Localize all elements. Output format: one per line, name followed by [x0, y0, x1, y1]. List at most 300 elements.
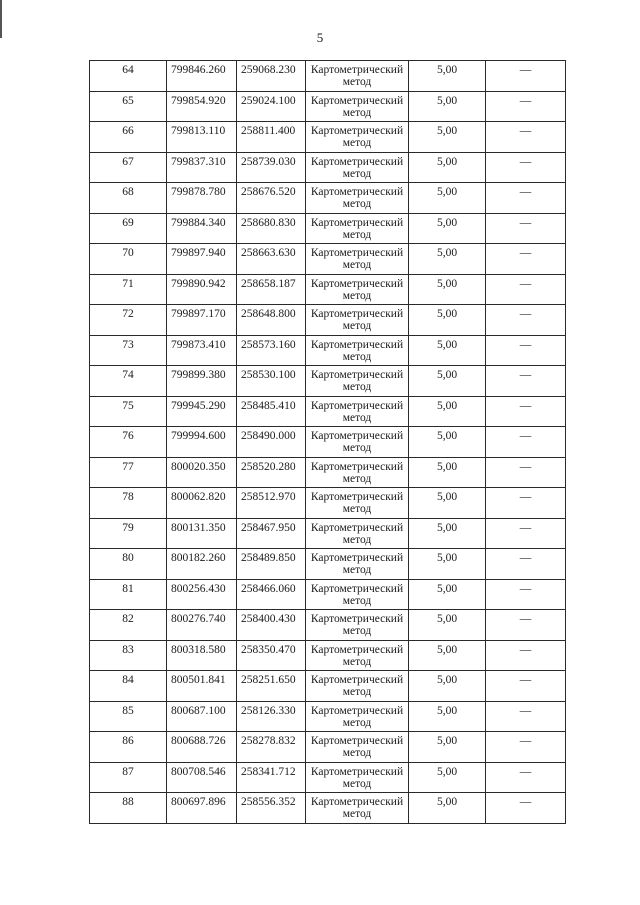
- y-coordinate-cell: [237, 640, 306, 671]
- y-coordinate-cell: [237, 213, 306, 244]
- table-row: [90, 671, 566, 702]
- description-value: —: [519, 674, 532, 686]
- accuracy-value: 5,00: [436, 613, 458, 625]
- point-number-cell: [90, 671, 167, 702]
- x-coordinate: 799897.170: [171, 308, 226, 320]
- point-number-cell: [90, 213, 167, 244]
- accuracy-cell: [409, 793, 486, 824]
- description-cell: [486, 122, 566, 153]
- point-number-cell: [90, 152, 167, 183]
- y-coordinate-cell: [237, 488, 306, 519]
- accuracy-cell: [409, 122, 486, 153]
- method-cell: [306, 732, 409, 763]
- point-number: 78: [122, 491, 134, 503]
- y-coordinate-cell: [237, 244, 306, 275]
- y-coordinate-cell: [237, 671, 306, 702]
- point-number: 84: [122, 674, 134, 686]
- description-cell: [486, 640, 566, 671]
- description-value: —: [519, 582, 532, 595]
- x-coordinate: 799884.340: [171, 216, 226, 229]
- accuracy-value: 5,00: [436, 735, 458, 747]
- description-value: —: [519, 308, 532, 320]
- description-cell: [486, 488, 566, 519]
- table-row: [90, 488, 566, 519]
- method-line-2: метод: [342, 137, 372, 149]
- description-value: —: [519, 491, 532, 503]
- point-number-cell: [90, 335, 167, 366]
- table-row: [90, 244, 566, 275]
- method-line-1: Картометрический: [310, 94, 404, 107]
- description-cell: [486, 305, 566, 336]
- x-coordinate-cell: [167, 762, 237, 793]
- point-number: 88: [122, 796, 134, 808]
- point-number-cell: [90, 579, 167, 610]
- point-number: 79: [122, 521, 134, 534]
- method-line-2: метод: [342, 228, 372, 241]
- x-coordinate: 800688.726: [171, 735, 226, 747]
- point-number: 68: [122, 186, 134, 198]
- y-coordinate: 258573.160: [241, 338, 296, 351]
- point-number: 74: [122, 369, 134, 381]
- accuracy-cell: [409, 366, 486, 397]
- method-line-2: метод: [342, 686, 372, 698]
- accuracy-value: 5,00: [436, 796, 458, 808]
- y-coordinate-cell: [237, 762, 306, 793]
- method-line-1: Картометрический: [310, 460, 404, 473]
- point-number: 70: [122, 247, 134, 259]
- accuracy-cell: [409, 305, 486, 336]
- y-coordinate: 258739.030: [241, 155, 296, 168]
- accuracy-value: 5,00: [436, 94, 458, 107]
- method-line-2: метод: [342, 411, 372, 424]
- y-coordinate: 258251.650: [241, 674, 296, 686]
- description-cell: [486, 244, 566, 275]
- method-line-2: метод: [342, 350, 372, 363]
- method-cell: [306, 305, 409, 336]
- table-row: [90, 274, 566, 305]
- point-number: 65: [122, 94, 134, 107]
- point-number-cell: [90, 488, 167, 519]
- y-coordinate-cell: [237, 152, 306, 183]
- point-number: 71: [122, 277, 134, 290]
- method-line-1: Картометрический: [310, 704, 404, 717]
- description-value: —: [519, 460, 532, 473]
- y-coordinate: 258811.400: [241, 125, 296, 137]
- method-line-1: Картометрический: [310, 247, 404, 259]
- table-row: [90, 183, 566, 214]
- point-number-cell: [90, 518, 167, 549]
- point-number-cell: [90, 762, 167, 793]
- method-cell: [306, 671, 409, 702]
- point-number: 85: [122, 704, 134, 717]
- table-row: [90, 457, 566, 488]
- table-row: [90, 122, 566, 153]
- method-line-2: метод: [342, 625, 372, 637]
- description-value: —: [519, 613, 532, 625]
- x-coordinate-cell: [167, 396, 237, 427]
- method-line-1: Картометрический: [310, 277, 404, 290]
- accuracy-value: 5,00: [436, 308, 458, 320]
- accuracy-value: 5,00: [436, 216, 458, 229]
- y-coordinate-cell: [237, 274, 306, 305]
- description-value: —: [519, 338, 532, 351]
- point-number-cell: [90, 91, 167, 122]
- method-line-2: метод: [342, 320, 372, 332]
- accuracy-cell: [409, 671, 486, 702]
- method-cell: [306, 701, 409, 732]
- method-line-1: Картометрический: [310, 491, 404, 503]
- method-line-1: Картометрический: [310, 613, 404, 625]
- accuracy-cell: [409, 335, 486, 366]
- accuracy-cell: [409, 427, 486, 458]
- y-coordinate: 258520.280: [241, 460, 296, 473]
- y-coordinate: 258466.060: [241, 582, 296, 595]
- accuracy-value: 5,00: [436, 338, 458, 351]
- y-coordinate: 258489.850: [241, 552, 296, 564]
- method-line-2: метод: [342, 808, 372, 820]
- description-value: —: [519, 430, 532, 442]
- y-coordinate-cell: [237, 701, 306, 732]
- accuracy-value: 5,00: [436, 552, 458, 564]
- table-row: [90, 335, 566, 366]
- x-coordinate-cell: [167, 701, 237, 732]
- method-line-1: Картометрический: [310, 338, 404, 351]
- accuracy-cell: [409, 488, 486, 519]
- point-number-cell: [90, 640, 167, 671]
- description-value: —: [519, 796, 532, 808]
- method-cell: [306, 396, 409, 427]
- coordinates-table-body: [90, 61, 566, 824]
- table-row: [90, 640, 566, 671]
- x-coordinate: 799813.110: [171, 125, 226, 137]
- point-number-cell: [90, 366, 167, 397]
- y-coordinate: 258341.712: [241, 765, 296, 778]
- method-line-1: Картометрический: [310, 552, 404, 564]
- table-row: [90, 701, 566, 732]
- description-cell: [486, 152, 566, 183]
- method-cell: [306, 183, 409, 214]
- accuracy-value: 5,00: [436, 521, 458, 534]
- y-coordinate-cell: [237, 335, 306, 366]
- y-coordinate: 258663.630: [241, 247, 296, 259]
- x-coordinate: 800276.740: [171, 613, 226, 625]
- method-line-2: метод: [342, 76, 372, 88]
- y-coordinate-cell: [237, 610, 306, 641]
- x-coordinate: 799994.600: [171, 430, 226, 442]
- y-coordinate: 258680.830: [241, 216, 296, 229]
- x-coordinate: 800697.896: [171, 796, 226, 808]
- y-coordinate-cell: [237, 793, 306, 824]
- method-cell: [306, 274, 409, 305]
- y-coordinate: 258467.950: [241, 521, 296, 534]
- table-row: [90, 213, 566, 244]
- description-cell: [486, 396, 566, 427]
- description-value: —: [519, 216, 532, 229]
- accuracy-cell: [409, 457, 486, 488]
- table-row: [90, 396, 566, 427]
- method-cell: [306, 366, 409, 397]
- description-cell: [486, 427, 566, 458]
- accuracy-value: 5,00: [436, 582, 458, 595]
- method-line-1: Картометрический: [310, 735, 404, 747]
- x-coordinate: 800708.546: [171, 765, 226, 778]
- method-line-1: Картометрический: [310, 155, 404, 168]
- method-cell: [306, 488, 409, 519]
- x-coordinate-cell: [167, 640, 237, 671]
- x-coordinate-cell: [167, 152, 237, 183]
- point-number: 86: [122, 735, 134, 747]
- description-cell: [486, 91, 566, 122]
- description-cell: [486, 762, 566, 793]
- method-line-1: Картометрический: [310, 399, 404, 412]
- method-line-1: Картометрический: [310, 216, 404, 229]
- point-number-cell: [90, 183, 167, 214]
- point-number-cell: [90, 701, 167, 732]
- description-value: —: [519, 155, 532, 168]
- y-coordinate-cell: [237, 91, 306, 122]
- y-coordinate-cell: [237, 122, 306, 153]
- x-coordinate-cell: [167, 213, 237, 244]
- x-coordinate: 799837.310: [171, 155, 226, 168]
- y-coordinate-cell: [237, 183, 306, 214]
- point-number: 83: [122, 643, 134, 656]
- description-value: —: [519, 704, 532, 717]
- y-coordinate: 258512.970: [241, 491, 296, 503]
- method-line-2: метод: [342, 472, 372, 485]
- x-coordinate: 800131.350: [171, 521, 226, 534]
- method-cell: [306, 244, 409, 275]
- table-row: [90, 762, 566, 793]
- point-number: 81: [122, 582, 134, 595]
- point-number-cell: [90, 457, 167, 488]
- x-coordinate-cell: [167, 366, 237, 397]
- accuracy-value: 5,00: [436, 491, 458, 503]
- accuracy-cell: [409, 61, 486, 92]
- description-value: —: [519, 643, 532, 656]
- method-line-1: Картометрический: [310, 765, 404, 778]
- x-coordinate-cell: [167, 549, 237, 580]
- x-coordinate: 799846.260: [171, 64, 226, 76]
- accuracy-cell: [409, 610, 486, 641]
- x-coordinate: 799890.942: [171, 277, 226, 290]
- y-coordinate: 258556.352: [241, 796, 296, 808]
- method-line-1: Картометрический: [310, 369, 404, 381]
- y-coordinate-cell: [237, 61, 306, 92]
- method-line-1: Картометрический: [310, 521, 404, 534]
- accuracy-value: 5,00: [436, 643, 458, 656]
- description-value: —: [519, 552, 532, 564]
- method-line-2: метод: [342, 442, 372, 454]
- method-line-2: метод: [342, 716, 372, 729]
- x-coordinate: 800020.350: [171, 460, 226, 473]
- table-row: [90, 610, 566, 641]
- point-number-cell: [90, 61, 167, 92]
- y-coordinate-cell: [237, 732, 306, 763]
- method-line-2: метод: [342, 289, 372, 302]
- description-cell: [486, 213, 566, 244]
- method-line-2: метод: [342, 106, 372, 119]
- point-number: 66: [122, 125, 134, 137]
- method-line-1: Картометрический: [310, 674, 404, 686]
- point-number: 64: [122, 64, 134, 76]
- point-number: 87: [122, 765, 134, 778]
- accuracy-value: 5,00: [436, 277, 458, 290]
- point-number: 80: [122, 552, 134, 564]
- x-coordinate-cell: [167, 427, 237, 458]
- method-line-2: метод: [342, 259, 372, 271]
- x-coordinate-cell: [167, 518, 237, 549]
- table-row: [90, 793, 566, 824]
- accuracy-value: 5,00: [436, 369, 458, 381]
- x-coordinate: 799854.920: [171, 94, 226, 107]
- description-cell: [486, 701, 566, 732]
- method-cell: [306, 122, 409, 153]
- y-coordinate: 258350.470: [241, 643, 296, 656]
- point-number-cell: [90, 274, 167, 305]
- x-coordinate-cell: [167, 305, 237, 336]
- accuracy-cell: [409, 213, 486, 244]
- x-coordinate-cell: [167, 61, 237, 92]
- description-value: —: [519, 765, 532, 778]
- method-cell: [306, 427, 409, 458]
- description-value: —: [519, 186, 532, 198]
- x-coordinate-cell: [167, 488, 237, 519]
- accuracy-cell: [409, 549, 486, 580]
- method-cell: [306, 549, 409, 580]
- method-cell: [306, 518, 409, 549]
- point-number: 82: [122, 613, 134, 625]
- y-coordinate: 258485.410: [241, 399, 296, 412]
- description-value: —: [519, 277, 532, 290]
- accuracy-cell: [409, 152, 486, 183]
- method-line-2: метод: [342, 564, 372, 576]
- y-coordinate: 259024.100: [241, 94, 296, 107]
- accuracy-cell: [409, 274, 486, 305]
- point-number: 73: [122, 338, 134, 351]
- point-number-cell: [90, 244, 167, 275]
- table-row: [90, 366, 566, 397]
- point-number: 77: [122, 460, 134, 473]
- x-coordinate-cell: [167, 610, 237, 641]
- point-number-cell: [90, 610, 167, 641]
- description-cell: [486, 335, 566, 366]
- accuracy-value: 5,00: [436, 430, 458, 442]
- description-value: —: [519, 521, 532, 534]
- method-cell: [306, 579, 409, 610]
- description-cell: [486, 671, 566, 702]
- method-line-2: метод: [342, 198, 372, 210]
- x-coordinate: 800062.820: [171, 491, 226, 503]
- y-coordinate-cell: [237, 579, 306, 610]
- method-line-1: Картометрический: [310, 582, 404, 595]
- y-coordinate-cell: [237, 305, 306, 336]
- description-cell: [486, 274, 566, 305]
- x-coordinate-cell: [167, 122, 237, 153]
- description-value: —: [519, 125, 532, 137]
- method-line-1: Картометрический: [310, 796, 404, 808]
- accuracy-value: 5,00: [436, 704, 458, 717]
- point-number: 69: [122, 216, 134, 229]
- y-coordinate: 258400.430: [241, 613, 296, 625]
- accuracy-cell: [409, 701, 486, 732]
- description-cell: [486, 549, 566, 580]
- x-coordinate-cell: [167, 335, 237, 366]
- point-number: 75: [122, 399, 134, 412]
- x-coordinate-cell: [167, 91, 237, 122]
- page-number: 5: [316, 30, 324, 45]
- method-line-2: метод: [342, 503, 372, 515]
- accuracy-value: 5,00: [436, 155, 458, 168]
- y-coordinate: 258648.800: [241, 308, 296, 320]
- description-cell: [486, 183, 566, 214]
- description-cell: [486, 610, 566, 641]
- y-coordinate: 258278.832: [241, 735, 296, 747]
- point-number-cell: [90, 122, 167, 153]
- method-line-1: Картометрический: [310, 64, 404, 76]
- description-value: —: [519, 735, 532, 747]
- description-cell: [486, 366, 566, 397]
- method-cell: [306, 793, 409, 824]
- x-coordinate-cell: [167, 274, 237, 305]
- description-value: —: [519, 369, 532, 381]
- x-coordinate: 799945.290: [171, 399, 226, 412]
- point-number-cell: [90, 305, 167, 336]
- method-cell: [306, 152, 409, 183]
- accuracy-value: 5,00: [436, 125, 458, 137]
- accuracy-cell: [409, 762, 486, 793]
- x-coordinate: 800256.430: [171, 582, 226, 595]
- x-coordinate-cell: [167, 671, 237, 702]
- table-row: [90, 61, 566, 92]
- description-cell: [486, 457, 566, 488]
- method-line-2: метод: [342, 777, 372, 790]
- accuracy-value: 5,00: [436, 247, 458, 259]
- table-row: [90, 518, 566, 549]
- y-coordinate-cell: [237, 549, 306, 580]
- method-cell: [306, 640, 409, 671]
- y-coordinate-cell: [237, 366, 306, 397]
- y-coordinate-cell: [237, 427, 306, 458]
- table-row: [90, 152, 566, 183]
- y-coordinate: 258126.330: [241, 704, 296, 717]
- table-row: [90, 91, 566, 122]
- x-coordinate: 799899.380: [171, 369, 226, 381]
- coordinates-table: [89, 60, 566, 824]
- point-number: 72: [122, 308, 134, 320]
- method-line-2: метод: [342, 381, 372, 393]
- y-coordinate: 258490.000: [241, 430, 296, 442]
- accuracy-cell: [409, 244, 486, 275]
- point-number: 76: [122, 430, 134, 442]
- description-cell: [486, 732, 566, 763]
- accuracy-value: 5,00: [436, 674, 458, 686]
- description-value: —: [519, 247, 532, 259]
- accuracy-cell: [409, 396, 486, 427]
- method-cell: [306, 91, 409, 122]
- accuracy-cell: [409, 732, 486, 763]
- x-coordinate: 799873.410: [171, 338, 226, 351]
- point-number-cell: [90, 427, 167, 458]
- table-row: [90, 305, 566, 336]
- point-number-cell: [90, 549, 167, 580]
- method-line-1: Картометрический: [310, 308, 404, 320]
- x-coordinate: 800501.841: [171, 674, 226, 686]
- method-line-2: метод: [342, 533, 372, 546]
- y-coordinate-cell: [237, 457, 306, 488]
- x-coordinate: 800687.100: [171, 704, 226, 717]
- x-coordinate: 799897.940: [171, 247, 226, 259]
- method-line-1: Картометрический: [310, 186, 404, 198]
